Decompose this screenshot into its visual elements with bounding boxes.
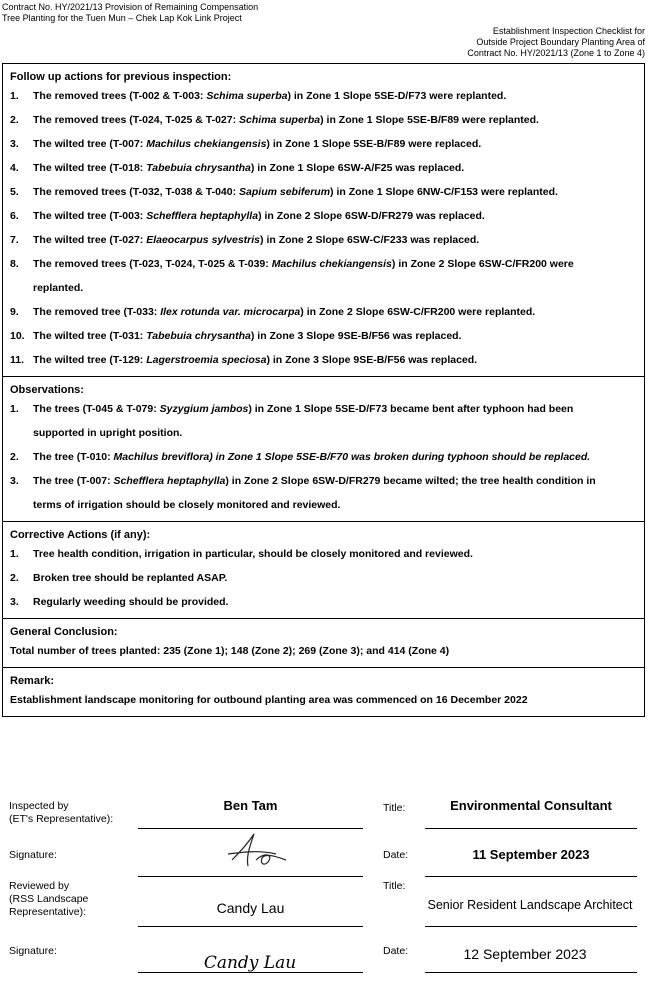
- checklist-header: [385, 26, 645, 59]
- inspector-name: Ben Tam: [223, 798, 278, 813]
- item-text-post: ) in Zone 2 Slope 6SW-D/FR279 became wilted; the tree health condition in: [225, 475, 596, 487]
- item-text-pre: The wilted tree (T-003:: [33, 210, 147, 222]
- item-number: 2.: [10, 114, 19, 126]
- signature-line: [425, 926, 637, 927]
- signature-line: [425, 972, 637, 973]
- contract-line-1: Contract No. HY/2021/13 Provision of Remaining Compensation: [2, 2, 259, 12]
- section-title: General Conclusion:: [10, 626, 118, 638]
- item-text-post: ) in Zone 1 Slope 5SE-B/F89 were replaced.: [266, 138, 482, 150]
- item-number: 8.: [10, 258, 19, 270]
- list-item: [3, 445, 644, 469]
- label-line: Representative):: [9, 906, 87, 918]
- item-number: 1.: [10, 548, 19, 560]
- item-text: Broken tree should be replanted ASAP.: [33, 572, 228, 584]
- inspector-title: Environmental Consultant: [450, 798, 612, 813]
- item-number: 3.: [10, 138, 19, 150]
- title-label: Title:: [383, 802, 406, 814]
- item-number: 2.: [10, 572, 19, 584]
- signature-line: [138, 972, 363, 973]
- label-line: Reviewed by: [9, 880, 70, 892]
- signature-line: [425, 828, 637, 829]
- item-number: 4.: [10, 162, 19, 174]
- item-text-it: Tabebuia chrysantha: [146, 162, 251, 174]
- signature-line: [138, 926, 363, 927]
- item-text-it: Tabebuia chrysantha: [146, 330, 251, 342]
- inspector-signature-icon: [220, 830, 290, 872]
- section-title: Remark:: [10, 675, 55, 687]
- item-number: 9.: [10, 306, 19, 318]
- item-number: 1.: [10, 90, 19, 102]
- title-label: Title:: [383, 880, 406, 892]
- date-label: Date:: [383, 945, 409, 957]
- remark-text: Establishment landscape monitoring for outbound planting area was commenced on 16 December 2022: [10, 694, 528, 706]
- item-number: 5.: [10, 186, 19, 198]
- item-text-it: Syzygium jambos: [159, 403, 249, 415]
- checklist-line-2: Outside Project Boundary Planting Area of: [476, 37, 645, 47]
- remark-section: [3, 668, 644, 716]
- item-text-it: Sapium sebiferum: [239, 186, 331, 198]
- item-text-it: Machilus chekiangensis: [146, 138, 267, 150]
- item-text-it: Schima superba: [239, 114, 321, 126]
- item-text-post: ) in Zone 2 Slope 6SW-C/F233 was replaced.: [260, 234, 480, 246]
- review-date: 12 September 2023: [463, 946, 587, 962]
- item-text-pre: The trees (T-045 & T-079:: [33, 403, 160, 415]
- item-text-pre: The wilted tree (T-018:: [33, 162, 147, 174]
- item-text-post: ) in Zone 2 Slope 6SW-D/FR279 was replaced.: [258, 210, 485, 222]
- signature-label: Signature:: [9, 849, 57, 861]
- item-text-pre: The removed trees (T-032, T-038 & T-040:: [33, 186, 240, 198]
- list-item: [3, 300, 644, 324]
- item-text-it: Ilex rotunda var. microcarpa: [160, 306, 301, 318]
- label-line: Inspected by: [9, 800, 69, 812]
- item-text: Tree health condition, irrigation in particular, should be closely monitored and reviewed.: [33, 548, 473, 560]
- item-number: 7.: [10, 234, 19, 246]
- item-text-post: ) in Zone 1 Slope 5SE-D/F73 became bent after typhoon had been: [248, 403, 574, 415]
- item-text-pre: The wilted tree (T-031:: [33, 330, 147, 342]
- item-text-post: ) in Zone 2 Slope 6SW-C/FR200 were replanted.: [300, 306, 536, 318]
- reviewer-signature: Candy Lau: [203, 953, 297, 973]
- list-item: [3, 252, 644, 300]
- list-item: [3, 348, 644, 372]
- item-text-it: Lagerstroemia speciosa: [146, 354, 267, 366]
- list-item: [3, 228, 644, 252]
- section-title: Follow up actions for previous inspection:: [10, 71, 232, 83]
- signature-line: [425, 876, 637, 877]
- item-text-pre: The wilted tree (T-027:: [33, 234, 147, 246]
- reviewer-name: Candy Lau: [216, 900, 285, 916]
- observations-list: [3, 397, 644, 517]
- item-text-it: Schefflera heptaphylla: [146, 210, 259, 222]
- item-text-it: Schima superba: [206, 90, 288, 102]
- inspected-by-label: [9, 800, 113, 826]
- item-text-continued: supported in upright position.: [33, 427, 183, 439]
- list-item: [3, 469, 644, 517]
- corrective-list: [3, 542, 644, 614]
- checklist-table: [2, 63, 645, 717]
- date-label: Date:: [383, 849, 409, 861]
- item-text-continued: replanted.: [33, 282, 84, 294]
- item-text-pre: The wilted tree (T-007:: [33, 138, 147, 150]
- item-text-post: ) in Zone 1 Slope 5SE-B/F89 were replanted.: [320, 114, 539, 126]
- inspection-date: 11 September 2023: [472, 847, 590, 862]
- item-text-continued: terms of irrigation should be closely monitored and reviewed.: [33, 499, 341, 511]
- item-number: 10.: [10, 330, 25, 342]
- followup-list: [3, 84, 644, 372]
- contract-header: [2, 2, 258, 24]
- item-text: Regularly weeding should be provided.: [33, 596, 229, 608]
- item-text-it: Machilus breviflora) in Zone 1 Slope 5SE-B/F70 was broken during typhoon should be replaced.: [113, 451, 591, 463]
- list-item: [3, 156, 644, 180]
- list-item: [3, 566, 644, 590]
- item-text-post: ) in Zone 2 Slope 6SW-C/FR200 were: [391, 258, 574, 270]
- observations-section: [3, 377, 644, 522]
- list-item: [3, 542, 644, 566]
- item-text-pre: The tree (T-010:: [33, 451, 114, 463]
- list-item: [3, 180, 644, 204]
- signature-line: [138, 876, 363, 877]
- item-number: 3.: [10, 475, 19, 487]
- item-number: 1.: [10, 403, 19, 415]
- item-text-pre: The removed trees (T-024, T-025 & T-027:: [33, 114, 240, 126]
- item-text-pre: The tree (T-007:: [33, 475, 114, 487]
- item-text-post: ) in Zone 3 Slope 9SE-B/F56 was replaced.: [266, 354, 478, 366]
- list-item: [3, 84, 644, 108]
- item-text-post: ) in Zone 1 Slope 6NW-C/F153 were replanted.: [330, 186, 558, 198]
- conclusion-section: [3, 619, 644, 668]
- followup-section: [3, 64, 644, 377]
- item-text-it: Elaeocarpus sylvestris: [146, 234, 261, 246]
- item-text-post: ) in Zone 1 Slope 5SE-D/F73 were replanted.: [287, 90, 507, 102]
- checklist-line-1: Establishment Inspection Checklist for: [492, 26, 645, 36]
- item-text-pre: The wilted tree (T-129:: [33, 354, 147, 366]
- item-number: 11.: [10, 354, 25, 366]
- contract-line-2: Tree Planting for the Tuen Mun – Chek Lap Kok Link Project: [2, 13, 242, 23]
- item-text-it: Schefflera heptaphylla: [113, 475, 226, 487]
- label-line: (RSS Landscape: [9, 893, 89, 905]
- item-text-pre: The removed tree (T-033:: [33, 306, 161, 318]
- item-number: 6.: [10, 210, 19, 222]
- item-text-it: Machilus chekiangensis: [271, 258, 392, 270]
- item-number: 2.: [10, 451, 19, 463]
- item-text-post: ) in Zone 3 Slope 9SE-B/F56 was replaced.: [250, 330, 462, 342]
- reviewer-title: Senior Resident Landscape Architect: [427, 898, 633, 912]
- reviewed-by-label: [9, 880, 88, 919]
- item-text-pre: The removed trees (T-002 & T-003:: [33, 90, 207, 102]
- corrective-section: [3, 522, 644, 619]
- checklist-line-3: Contract No. HY/2021/13 (Zone 1 to Zone 4): [467, 48, 645, 58]
- signature-line: [138, 828, 363, 829]
- section-title: Corrective Actions (if any):: [10, 529, 151, 541]
- conclusion-text: Total number of trees planted: 235 (Zone 1); 148 (Zone 2); 269 (Zone 3); and 414 (Zone 4): [10, 645, 450, 657]
- list-item: [3, 132, 644, 156]
- list-item: [3, 204, 644, 228]
- item-number: 3.: [10, 596, 19, 608]
- label-line: (ET's Representative):: [9, 813, 114, 825]
- signoff-area: [0, 790, 648, 987]
- list-item: [3, 590, 644, 614]
- list-item: [3, 397, 644, 445]
- item-text-pre: The removed trees (T-023, T-024, T-025 & T-039:: [33, 258, 272, 270]
- section-title: Observations:: [10, 384, 84, 396]
- signature-label: Signature:: [9, 945, 57, 957]
- list-item: [3, 108, 644, 132]
- item-text-post: ) in Zone 1 Slope 6SW-A/F25 was replaced.: [250, 162, 465, 174]
- list-item: [3, 324, 644, 348]
